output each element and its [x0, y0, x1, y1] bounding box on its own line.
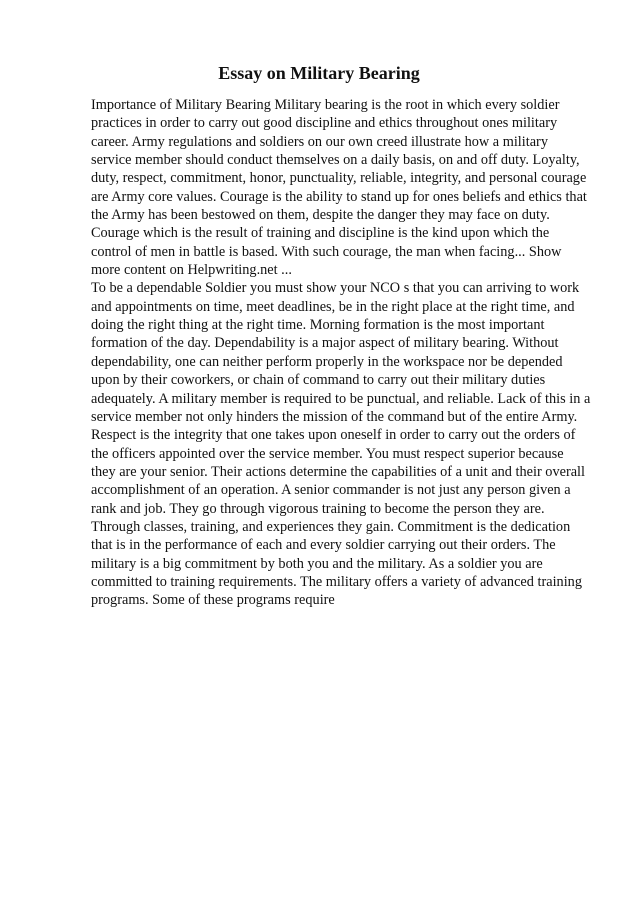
document-title: Essay on Military Bearing [218, 63, 420, 83]
paragraph-2: To be a dependable Soldier you must show your NCO s that you can arriving to work and appointments on time, meet deadlines, be in the right place at the right time, and doing the right thing at the right time. Morning formation is the most important formation of the day. Dependability is a major aspect of military bearing. Without dependability, one can neither perform properly in the workspace nor be depended upon by their coworkers, or chain of command to carry out their military duties adequately. A military member is required to be punctual, and reliable. Lack of this in a service member not only hinders the mission of the command but of the entire Army. Respect is the integrity that one takes upon oneself in order to carry out the orders of the officers appointed over the service member. You must respect superior because they are your senior. Their actions determine the capabilities of a unit and their overall accomplishment of an operation. A senior commander is not just any person given a rank and job. They go through vigorous training to become the person they are. Through classes, training, and experiences they gain. Commitment is the dedication that is in the performance of each and every soldier carrying out their orders. The military is a big commitment by both you and the military. As a soldier you are committed to training requirements. The military offers a variety of advanced training programs. Some of these programs require [91, 280, 591, 609]
paragraph-1: Importance of Military Bearing Military bearing is the root in which every soldier practices in order to carry out good discipline and ethics throughout ones military career. Army regulations and soldiers on our own creed illustrate how a military service member should conduct themselves on a daily basis, on and off duty. Loyalty, duty, respect, commitment, honor, punctuality, reliable, integrity, and personal courage are Army core values. Courage is the ability to stand up for ones beliefs and ethics that the Army has been bestowed on them, despite the danger they may face on duty. Courage which is the result of training and discipline is the kind upon which the control of men in battle is based. With such courage, the man when facing... Show more content on Helpwriting.net ... [91, 97, 587, 279]
document-body [91, 96, 591, 610]
